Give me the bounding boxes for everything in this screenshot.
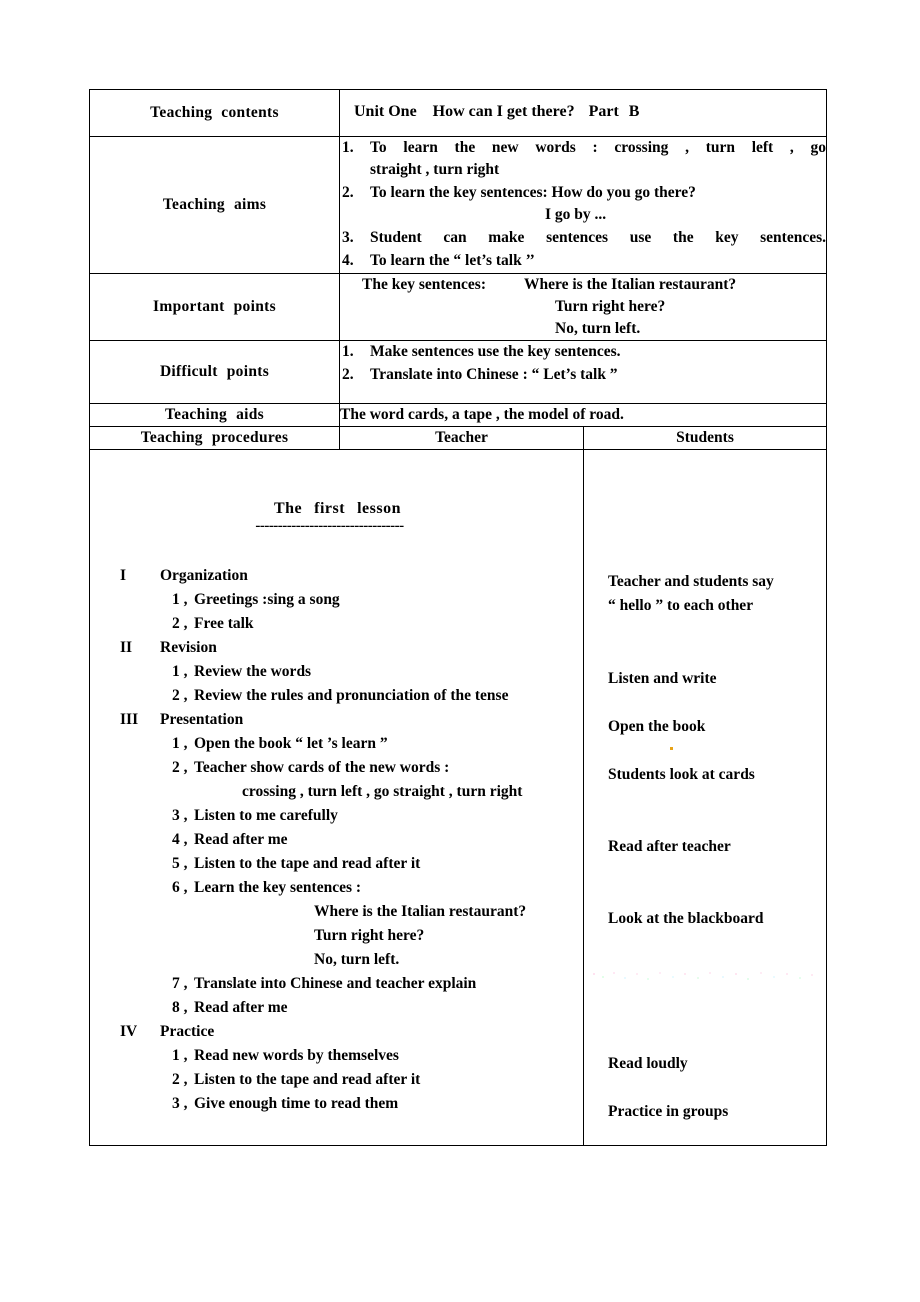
procedure-item-text: Give enough time to read them (194, 1095, 399, 1112)
lesson-title-word-3: lesson (357, 500, 401, 517)
difficult-2-text: Translate into Chinese : “ Let’s talk ” (370, 366, 618, 383)
cell-teaching-aids-value: The word cards, a tape , the model of road. (340, 404, 827, 427)
key-sentences-heading: The key sentences: (362, 276, 486, 293)
part-value: B (628, 102, 640, 120)
difficult-item-2 (340, 364, 826, 386)
aim-4-number: 4. (342, 252, 354, 269)
teaching-contents-label-a: Teaching (150, 104, 213, 121)
cell-important-points-value (340, 274, 827, 341)
procedure-sub-line: crossing , turn left , go straight , turn right (242, 783, 523, 800)
lesson-plan-table (89, 89, 827, 1146)
aim-3-number: 3. (342, 229, 354, 246)
procedure-section (98, 636, 577, 660)
procedure-item (98, 1092, 577, 1116)
procedure-item-number: 3 , (172, 807, 188, 824)
aim-item-1 (340, 137, 826, 181)
difficult-points-label-b: points (226, 363, 270, 380)
unit-question: How can I get there? (432, 102, 575, 120)
procedure-item (98, 996, 577, 1020)
cell-teaching-contents-value (340, 90, 827, 137)
student-activity-line: Read after teacher (608, 838, 731, 855)
teaching-aims-label-b: aims (233, 196, 267, 213)
aim-item-3 (340, 227, 826, 249)
procedure-section-numeral: IV (120, 1023, 138, 1040)
aim-1-line-1: To learn the new words : crossing , turn left , go (370, 139, 827, 156)
key-sentence-2: Turn right here? (555, 298, 666, 315)
procedure-section-title: Practice (160, 1023, 215, 1040)
cell-teaching-aims-value (340, 137, 827, 274)
aim-3-text: Student can make sentences use the key sentences. (370, 229, 827, 246)
student-activity-line: Read loudly (608, 1055, 688, 1072)
procedure-item-number: 8 , (172, 999, 188, 1016)
procedure-section-numeral: I (120, 567, 127, 584)
aim-2-number: 2. (342, 184, 354, 201)
label-important-points (90, 274, 340, 341)
teaching-procedures-label-a: Teaching (140, 429, 203, 446)
label-teaching-aims (90, 137, 340, 274)
difficult-1-number: 1. (342, 343, 354, 360)
row-difficult-points (90, 341, 827, 404)
procedure-item (98, 972, 577, 996)
procedure-item (98, 588, 577, 612)
key-sentence-1: Where is the Italian restaurant? (524, 276, 737, 293)
procedure-item-number: 2 , (172, 687, 188, 704)
row-teaching-aims (90, 137, 827, 274)
aim-1-number: 1. (342, 139, 354, 156)
procedure-item (98, 756, 577, 780)
procedure-item (98, 684, 577, 708)
part-label: Part (588, 102, 619, 120)
student-activities-content (584, 450, 826, 1145)
row-procedures-body (90, 450, 827, 1146)
procedure-section-numeral: II (120, 639, 133, 656)
procedure-item (98, 876, 577, 900)
student-activity-line: Open the book (608, 718, 706, 735)
procedure-item-text: Read after me (194, 831, 288, 848)
procedure-item-number: 7 , (172, 975, 188, 992)
difficult-points-list (340, 341, 826, 386)
label-teaching-procedures (90, 427, 340, 450)
procedure-item (98, 1068, 577, 1092)
student-activity-line: Listen and write (608, 670, 717, 687)
row-teaching-contents (90, 90, 827, 137)
important-points-label-a: Important (153, 298, 225, 315)
procedure-item-text: Teacher show cards of the new words : (194, 759, 450, 776)
teaching-aims-list (340, 137, 826, 272)
procedure-section-numeral: III (120, 711, 139, 728)
procedure-item (98, 1044, 577, 1068)
label-difficult-points (90, 341, 340, 404)
procedure-section (98, 708, 577, 732)
procedure-item (98, 852, 577, 876)
aim-item-4 (340, 250, 826, 272)
procedure-item-text: Learn the key sentences : (194, 879, 362, 896)
difficult-points-label-a: Difficult (159, 363, 218, 380)
teacher-steps-list (98, 564, 577, 1116)
procedure-item-number: 5 , (172, 855, 188, 872)
lesson-title-word-2: first (314, 500, 346, 517)
procedure-item-text: Review the words (194, 663, 312, 680)
procedure-item-number: 1 , (172, 591, 188, 608)
aim-4-text: To learn the “ let’s talk ’’ (370, 252, 535, 269)
procedure-section (98, 1020, 577, 1044)
procedure-item-text: Listen to the tape and read after it (194, 1071, 421, 1088)
student-activity-line: “ hello ” to each other (608, 597, 754, 614)
procedure-item (98, 828, 577, 852)
procedure-item-text: Listen to the tape and read after it (194, 855, 421, 872)
label-teaching-aids (90, 404, 340, 427)
key-sentence-3: No, turn left. (555, 320, 641, 337)
procedure-sub-line: Turn right here? (314, 927, 425, 944)
teaching-aids-label-b: aids (236, 406, 265, 423)
procedure-item-text: Review the rules and pronunciation of the tense (194, 687, 509, 704)
procedure-item-text: Listen to me carefully (194, 807, 338, 824)
teaching-aims-label-a: Teaching (162, 196, 225, 213)
ink-artifact-dot (670, 747, 673, 750)
procedure-item-text: Free talk (194, 615, 254, 632)
unit-line (340, 99, 826, 128)
difficult-item-1 (340, 341, 826, 363)
lesson-title (98, 493, 577, 517)
procedure-item-number: 4 , (172, 831, 188, 848)
column-header-students: Students (584, 427, 827, 450)
column-header-teacher: Teacher (340, 427, 584, 450)
row-teaching-aids (90, 404, 827, 427)
student-activity-line: Practice in groups (608, 1103, 729, 1120)
teaching-procedures-label-b: procedures (211, 429, 289, 446)
row-procedures-header (90, 427, 827, 450)
procedure-item-number: 1 , (172, 735, 188, 752)
procedure-item-number: 6 , (172, 879, 188, 896)
cell-teacher-procedures (90, 450, 584, 1146)
teacher-procedures-content (90, 479, 583, 1116)
unit-number: Unit One (354, 102, 417, 120)
procedure-item-text: Greetings :sing a song (194, 591, 340, 608)
procedure-item-number: 1 , (172, 1047, 188, 1064)
student-activity-line: Students look at cards (608, 766, 755, 783)
cell-student-activities (584, 450, 827, 1146)
procedure-item (98, 804, 577, 828)
aim-2-line-2: I go by ... (545, 206, 607, 223)
key-sentences-heading-line (340, 274, 826, 296)
procedure-item-number: 2 , (172, 615, 188, 632)
aim-1-line-2: straight , turn right (370, 161, 500, 178)
procedure-item-number: 2 , (172, 1071, 188, 1088)
procedure-sub-line: Where is the Italian restaurant? (314, 903, 527, 920)
procedure-sub-line: No, turn left. (314, 951, 400, 968)
student-activity-line: Look at the blackboard (608, 910, 764, 927)
procedure-item (98, 612, 577, 636)
row-important-points (90, 274, 827, 341)
procedure-item-text: Read after me (194, 999, 288, 1016)
procedure-item-number: 1 , (172, 663, 188, 680)
aim-2-line-1: To learn the key sentences: How do you go there? (370, 184, 696, 201)
difficult-1-text: Make sentences use the key sentences. (370, 343, 621, 360)
procedure-item-text: Read new words by themselves (194, 1047, 399, 1064)
student-activity-line: Teacher and students say (608, 573, 774, 590)
procedure-item-text: Translate into Chinese and teacher explain (194, 975, 477, 992)
procedure-item-number: 3 , (172, 1095, 188, 1112)
procedure-section (98, 564, 577, 588)
teaching-aids-label-a: Teaching (164, 406, 228, 423)
procedure-section-title: Presentation (160, 711, 244, 728)
cell-difficult-points-value (340, 341, 827, 404)
lesson-title-divider: --------------------------------- (255, 518, 404, 534)
procedure-item-number: 2 , (172, 759, 188, 776)
procedure-item (98, 660, 577, 684)
faint-watermark-artifact (590, 970, 820, 982)
important-points-label-b: points (233, 298, 276, 315)
teaching-contents-label-b: contents (221, 104, 279, 121)
procedure-section-title: Organization (160, 567, 248, 584)
lesson-title-word-1: The (273, 500, 303, 517)
difficult-2-number: 2. (342, 366, 354, 383)
procedure-item (98, 732, 577, 756)
aim-item-2 (340, 182, 826, 226)
label-teaching-contents (90, 90, 340, 137)
procedure-item-text: Open the book “ let ’s learn ” (194, 735, 388, 752)
procedure-section-title: Revision (160, 639, 217, 656)
